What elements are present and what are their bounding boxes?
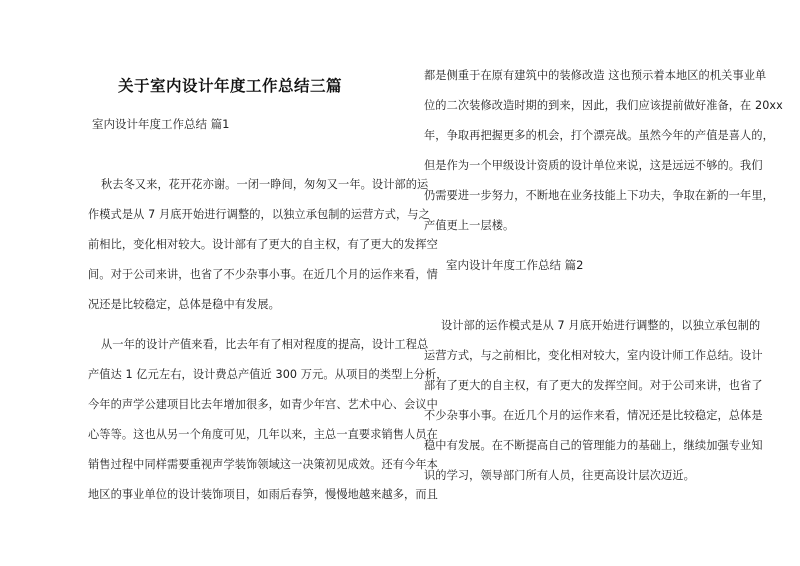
- paragraph-line: 不少杂事小事。在近几个月的运作来看，情况还是比较稳定，总体是: [424, 409, 763, 422]
- section-heading-2: 室内设计年度工作总结 篇2: [446, 258, 584, 272]
- paragraph-line: 地区的事业单位的设计装饰项目，如雨后春笋，慢慢地越来越多，而且: [88, 488, 438, 501]
- paragraph-line: 销售过程中同样需要重视声学装饰领域这一决策初见成效。还有今年本: [88, 458, 438, 471]
- paragraph-line: 仍需要进一步努力，不断地在业务技能上下功夫，争取在新的一年里，: [424, 189, 774, 202]
- paragraph-line: 设计部的运作模式是从 7 月底开始进行调整的，以独立承包制的: [441, 319, 761, 332]
- paragraph-line: 产值更上一层楼。: [424, 219, 515, 232]
- paragraph-line: 秋去冬又来，花开花亦谢。一闭一睁间，匆匆又一年。设计部的运: [101, 178, 429, 191]
- document-title: 关于室内设计年度工作总结三篇: [118, 76, 343, 95]
- paragraph-line: 部有了更大的自主权，有了更大的发挥空间。对于公司来讲，也省了: [424, 379, 763, 392]
- paragraph-line: 稳中有发展。在不断提高自己的管理能力的基础上，继续加强专业知: [424, 439, 763, 452]
- paragraph-line: 今年的声学公建项目比去年增加很多，如青少年宫、艺术中心、会议中: [88, 398, 438, 411]
- paragraph-line: 都是侧重于在原有建筑中的装修改造 这也预示着本地区的机关事业单: [424, 69, 767, 82]
- paragraph-line: 从一年的设计产值来看，比去年有了相对程度的提高，设计工程总: [101, 338, 429, 351]
- paragraph-line: 间。对于公司来讲，也省了不少杂事小事。在近几个月的运作来看，情: [88, 268, 438, 281]
- paragraph-line: 况还是比较稳定，总体是稳中有发展。: [88, 298, 280, 311]
- paragraph-line: 产值达 1 亿元左右，设计费总产值近 300 万元。从项目的类型上分析，: [88, 368, 448, 381]
- paragraph-line: 运营方式，与之前相比，变化相对较大，室内设计师工作总结。设计: [424, 349, 763, 362]
- section-heading-1: 室内设计年度工作总结 篇1: [92, 117, 230, 131]
- paragraph-line: 但是作为一个甲级设计资质的设计单位来说，这是远远不够的。我们: [424, 159, 763, 172]
- paragraph-line: 识的学习，领导部门所有人员，往更高设计层次迈近。: [424, 469, 695, 482]
- paragraph-line: 前相比，变化相对较大。设计部有了更大的自主权，有了更大的发挥空: [88, 238, 438, 251]
- paragraph-line: 位的二次装修改造时期的到来，因此，我们应该提前做好准备，在 20xx: [424, 99, 783, 112]
- paragraph-line: 作模式是从 7 月底开始进行调整的，以独立承包制的运营方式，与之: [88, 208, 430, 221]
- paragraph-line: 年，争取再把握更多的机会，打个漂亮战。虽然今年的产值是喜人的，: [424, 129, 774, 142]
- paragraph-line: 心等等。这也从另一个角度可见，几年以来，主总一直要求销售人员在: [88, 428, 438, 441]
